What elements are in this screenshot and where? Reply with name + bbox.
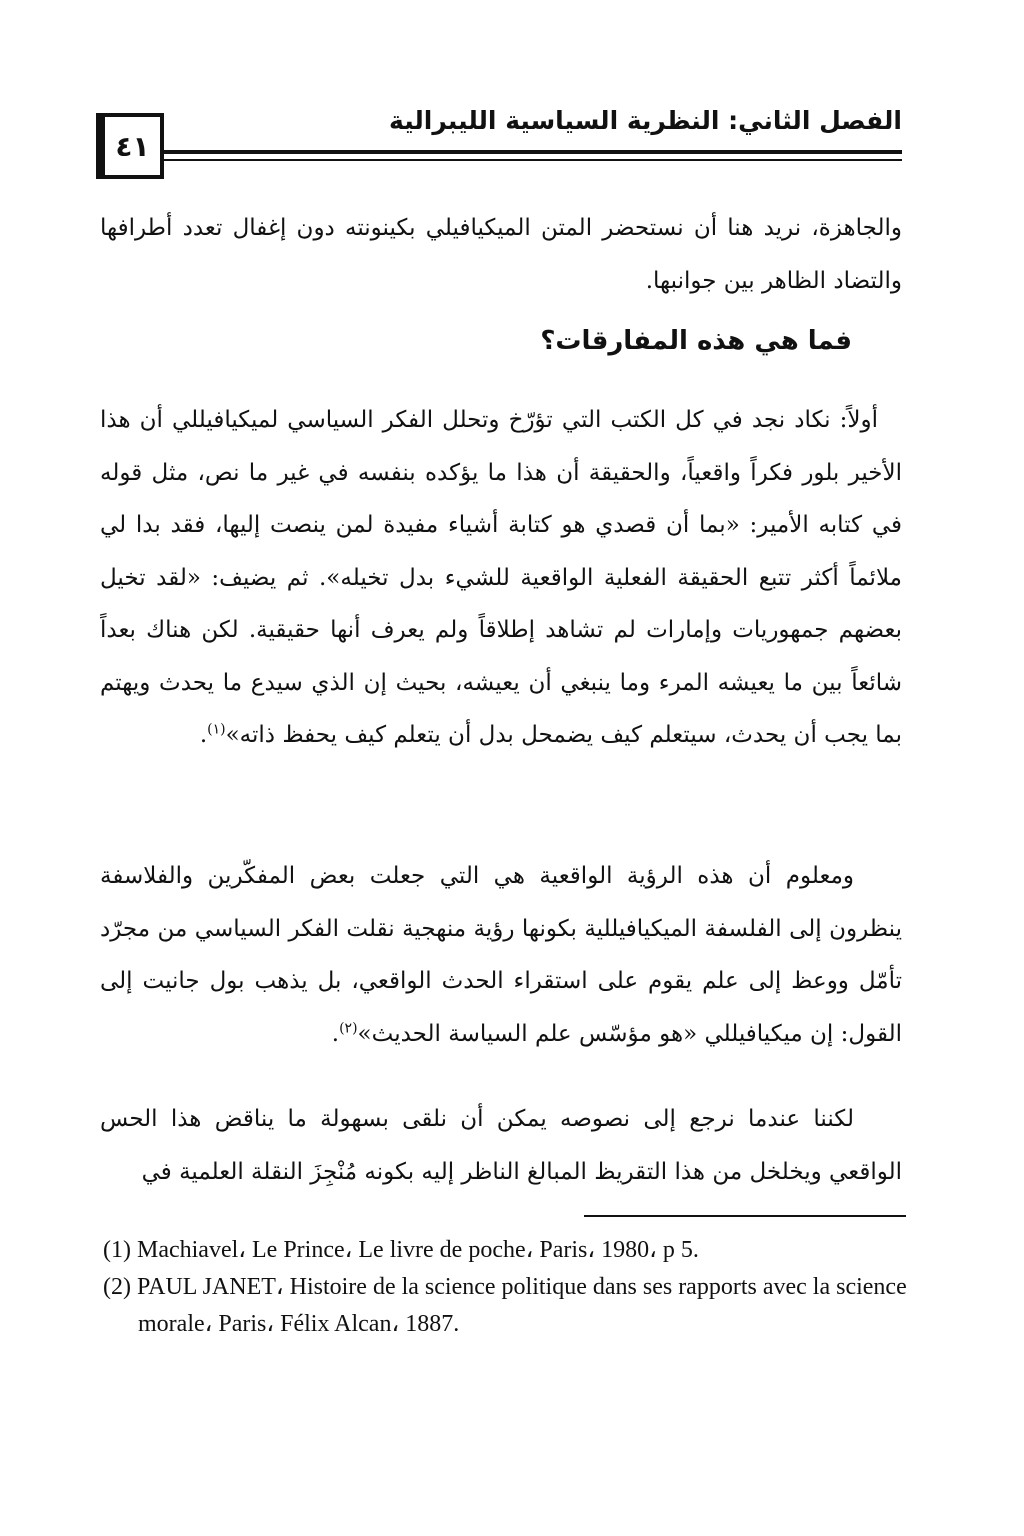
paragraph-3-end: .	[331, 1020, 340, 1047]
paragraph-3	[100, 850, 902, 1060]
footnote-2: (2) PAUL JANET، Histoire de la science politique dans ses rapports avec la science morale، Paris، Félix Alcan، 1887.	[103, 1274, 907, 1337]
chapter-header-title: الفصل الثاني: النظرية السياسية الليبرالية	[389, 106, 902, 135]
paragraph-2	[100, 394, 902, 762]
footnote-ref-2: (٢)	[339, 1019, 358, 1036]
paragraph-1: والجاهزة، نريد هنا أن نستحضر المتن الميكيافيلي بكينونته دون إغفال تعدد أطرافها والتضاد الظاهر بين جوانبها.	[100, 215, 902, 294]
paragraph-2-text: أولاً: نكاد نجد في كل الكتب التي تؤرّخ وتحلل الفكر السياسي لميكيافيللي أن هذا الأخير بلور فكراً واقعياً، والحقيقة أن هذا ما يؤكده بنفسه في غير ما نص، مثل قوله في كتابه الأمير: «بما أن قصدي هو كتابة أشياء مفيدة لمن ينصت إليها، فقد بدا لي ملائماً أكثر تتبع الحقيقة الفعلية الواقعية للشيء بدل تخيله». ثم يضيف: «لقد تخيل بعضهم جمهوريات وإمارات لم تشاهد إطلاقاً ولم يعرف أنها حقيقية. لكن هناك بعداً شائعاً بين ما يعيشه المرء وما ينبغي أن يعيشه، بحيث إن الذي سيدع ما يحدث ويهتم بما يجب أن يحدث، سيتعلم كيف يضمحل بدل أن يتعلم كيف يحفظ ذاته»	[100, 407, 902, 748]
footnotes	[103, 1232, 912, 1343]
paragraph-4: لكننا عندما نرجع إلى نصوصه يمكن أن نلقى بسهولة ما يناقض هذا الحس الواقعي ويخلخل من هذا التقريظ المبالغ الناظر إليه بكونه مُنْجِزَ النقلة العلمية في	[100, 1106, 902, 1185]
section-subheading: فما هي هذه المفارقات؟	[540, 326, 852, 356]
footnote-1: (1) Machiavel، Le Prince، Le livre de poche، Paris، 1980، p 5.	[103, 1237, 699, 1263]
header-rule-thin	[164, 159, 902, 161]
paragraph-2-end: .	[199, 722, 208, 748]
header-rule-thick	[164, 150, 902, 154]
footnote-ref-1: (١)	[207, 721, 226, 738]
page-number: ٤١	[96, 113, 164, 179]
paragraph-3-text: ومعلوم أن هذه الرؤية الواقعية هي التي جعلت بعض المفكّرين والفلاسفة ينظرون إلى الفلسفة الميكيافيللية بكونها رؤية منهجية نقلت الفكر السياسي من مجرّد تأمّل ووعظ إلى علم يقوم على استقراء الحدث الواقعي، بل يذهب بول جانيت إلى القول: إن ميكيافيللي «هو مؤسّس علم السياسة الحديث»	[100, 863, 902, 1047]
footnote-separator	[584, 1215, 906, 1217]
